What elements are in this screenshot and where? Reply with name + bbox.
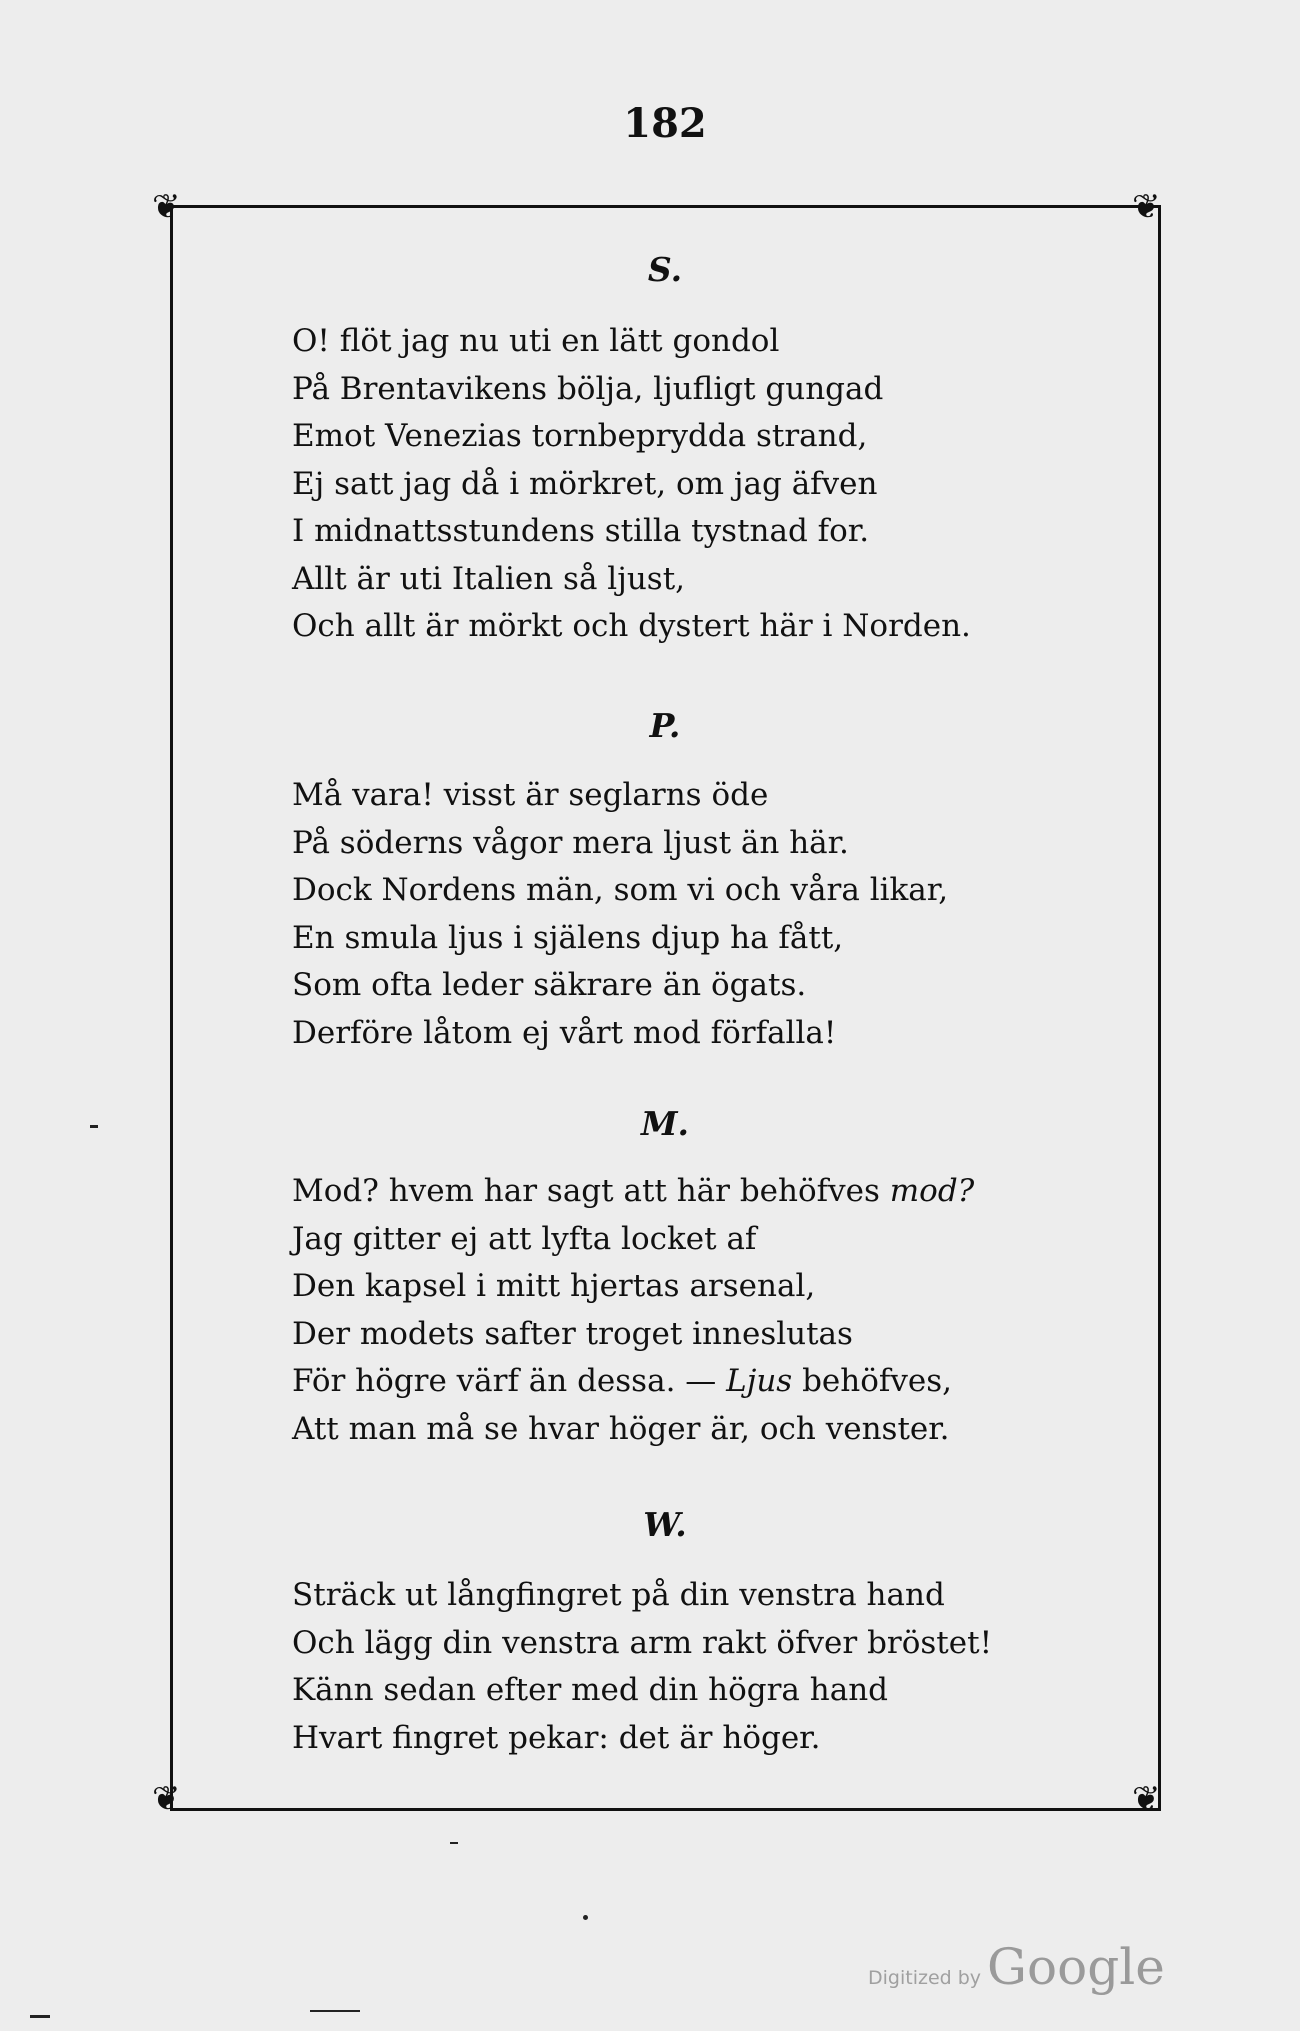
verse-line: Och lägg din venstra arm rakt öfver bröstet! — [292, 1624, 993, 1661]
verse-line: En smula ljus i själens djup ha fått, — [292, 919, 844, 956]
verse-line: Och allt är mörkt och dystert här i Norden. — [292, 608, 971, 644]
scan-speck — [30, 2015, 50, 2018]
verse-line: Ej satt jag då i mörkret, om jag äfven — [292, 465, 878, 502]
stanza-w — [292, 1572, 992, 1762]
italic-word: mod? — [889, 1173, 975, 1209]
floral-corner-icon: ❦ — [1132, 187, 1161, 227]
scan-speck — [310, 2010, 360, 2012]
speaker-heading-p: P. — [649, 706, 681, 745]
verse-line: Hvart fingret pekar: det är höger. — [292, 1719, 821, 1756]
verse-line: O! flöt jag nu uti en lätt gondol — [292, 323, 780, 359]
verse-line: Allt är uti Italien så ljust, — [292, 560, 686, 597]
digitized-watermark — [868, 1938, 1165, 1996]
stanza-p — [292, 772, 948, 1057]
speaker-heading-w: W. — [643, 1505, 687, 1544]
watermark-brand: Google — [987, 1938, 1165, 1996]
verse-line: På Brentavikens bölja, ljufligt gungad — [292, 370, 884, 407]
floral-corner-icon: ❦ — [152, 1779, 181, 1819]
stanza-m — [292, 1168, 974, 1453]
speaker-heading-s: S. — [647, 250, 683, 289]
speaker-heading-m: M. — [640, 1104, 690, 1143]
scan-speck — [450, 1842, 458, 1844]
watermark-prefix: Digitized by — [868, 1967, 982, 1989]
verse-text: Mod? hvem har sagt att här behöfves — [292, 1173, 880, 1209]
scan-speck — [583, 1915, 588, 1920]
verse-line: Känn sedan efter med din högra hand — [292, 1672, 889, 1708]
verse-line: Sträck ut långfingret på din venstra hand — [292, 1577, 945, 1613]
verse-line: Derföre låtom ej vårt mod förfalla! — [292, 1014, 837, 1051]
verse-line: På söderns vågor mera ljust än här. — [292, 824, 849, 861]
verse-line: Jag gitter ej att lyfta locket af — [292, 1220, 757, 1257]
verse-line: Att man må se hvar höger är, och venster. — [292, 1410, 950, 1447]
verse-line: Som ofta leder säkrare än ögats. — [292, 967, 807, 1003]
verse-line: I midnattsstundens stilla tystnad for. — [292, 513, 870, 549]
verse-line: Der modets safter troget inneslutas — [292, 1315, 853, 1352]
verse-line: Den kapsel i mitt hjertas arsenal, — [292, 1268, 816, 1304]
italic-word: Ljus — [726, 1363, 793, 1399]
verse-text: behöfves, — [792, 1363, 952, 1399]
page-number: 182 — [623, 100, 707, 147]
verse-line: Dock Nordens män, som vi och våra likar, — [292, 872, 949, 908]
floral-corner-icon: ❦ — [1132, 1779, 1161, 1819]
verse-line: Må vara! visst är seglarns öde — [292, 777, 769, 813]
verse-text: För högre värf än dessa. — — [292, 1363, 727, 1399]
stanza-s — [292, 318, 971, 651]
scan-speck — [90, 1125, 98, 1128]
floral-corner-icon: ❦ — [152, 187, 181, 227]
verse-line: Emot Venezias tornbeprydda strand, — [292, 418, 868, 454]
verse-line — [292, 1168, 974, 1216]
verse-line — [292, 1358, 974, 1406]
